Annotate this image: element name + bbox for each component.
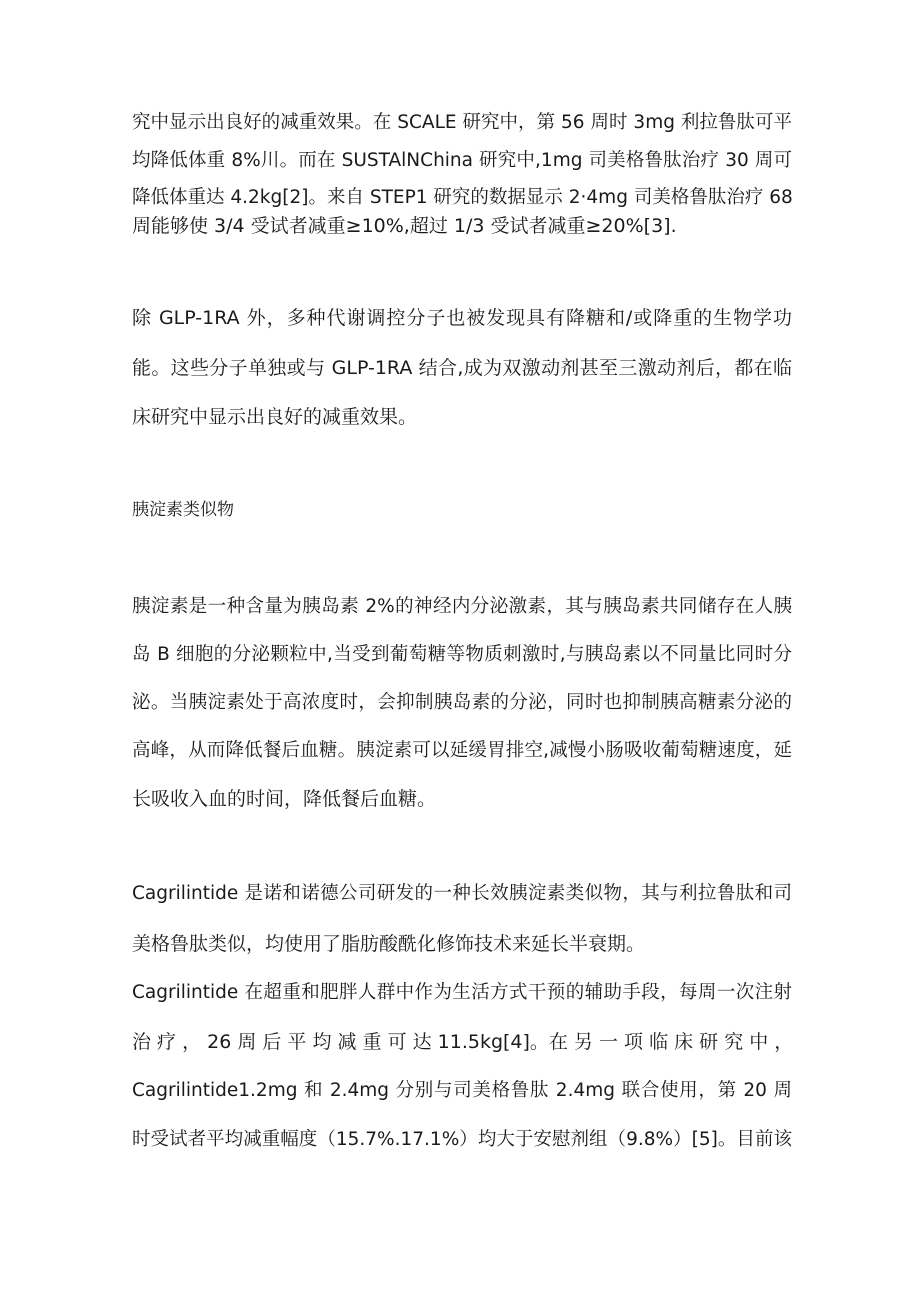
paragraph-2-line-2: 能。这些分子单独或与 GLP-1RA 结合,成为双激动剂甚至三激动剂后，都在临	[132, 357, 792, 379]
paragraph-3-line-3: 泌。当胰淀素处于高浓度时，会抑制胰岛素的分泌，同时也抑制胰高糖素分泌的	[132, 692, 792, 713]
paragraph-1-line-1: 究中显示出良好的减重效果。在 SCALE 研究中，第 56 周时 3mg 利拉鲁肽可平	[132, 112, 792, 133]
paragraph-2-line-3: 床研究中显示出良好的减重效果。	[132, 406, 418, 428]
paragraph-4-line-3: Cagrilintide 在超重和肥胖人群中作为生活方式干预的辅助手段，每周一次注射	[132, 982, 792, 1003]
paragraph-4-line-5: Cagrilintide1.2mg 和 2.4mg 分别与司美格鲁肽 2.4mg 联合使用，第 20 周	[132, 1080, 792, 1101]
paragraph-3-line-4: 高峰，从而降低餐后血糖。胰淀素可以延缓胃排空,减慢小肠吸收葡萄糖速度，延	[132, 740, 792, 761]
paragraph-2-line-1: 除 GLP-1RA 外，多种代谢调控分子也被发现具有降糖和/或降重的生物学功	[132, 307, 792, 329]
paragraph-1-line-3: 降低体重达 4.2kg[2]。来自 STEP1 研究的数据显示 2·4mg 司美格鲁肽治疗 68	[132, 187, 793, 208]
paragraph-3-line-1: 胰淀素是一种含量为胰岛素 2%的神经内分泌激素，其与胰岛素共同储存在人胰	[132, 596, 792, 617]
section-heading: 胰淀素类似物	[132, 500, 234, 520]
paragraph-3-line-5: 长吸收入血的时间，降低餐后血糖。	[132, 788, 437, 810]
paragraph-4-line-4: 治 疗 ， 26 周 后 平 均 减 重 可 达 11.5kg[4]。在 另 一 项 临 床 研 究 中 ，	[132, 1031, 794, 1053]
paragraph-4-line-1: Cagrilintide 是诺和诺德公司研发的一种长效胰淀素类似物，其与利拉鲁肽和司	[132, 883, 792, 904]
paragraph-1-line-2: 均降低体重 8%川。而在 SUSTAlNChina 研究中,1mg 司美格鲁肽治疗 30 周可	[132, 150, 792, 171]
paragraph-1-line-4: 周能够使 3/4 受试者减重≥10%,超过 1/3 受试者减重≥20%[3].	[132, 215, 677, 237]
paragraph-3-line-2: 岛 B 细胞的分泌颗粒中,当受到葡萄糖等物质刺激时,与胰岛素以不同量比同时分	[132, 644, 792, 665]
paragraph-4-line-6: 时受试者平均减重幅度（15.7%.17.1%）均大于安慰剂组（9.8%）[5]。目前该	[132, 1129, 792, 1150]
paragraph-4-line-2: 美格鲁肽类似，均使用了脂肪酸酰化修饰技术来延长半衰期。	[132, 933, 646, 955]
